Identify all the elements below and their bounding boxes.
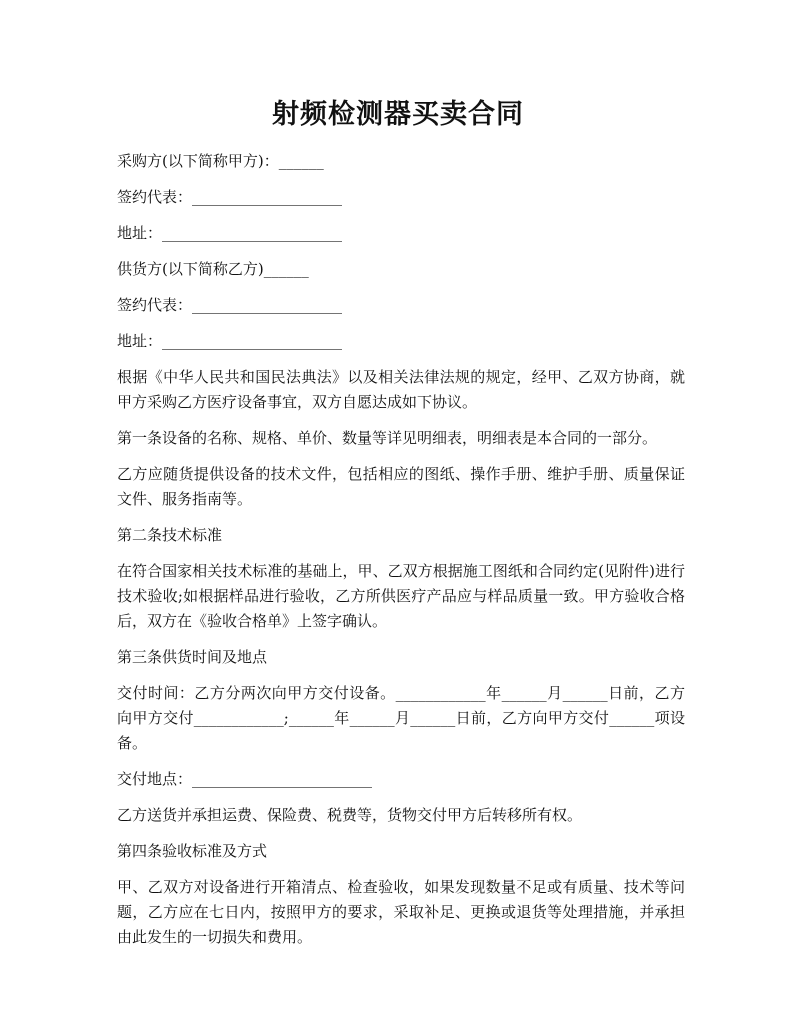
document-title: 射频检测器买卖合同	[272, 99, 524, 130]
purchaser-line: 采购方(以下简称甲方)：______	[117, 152, 324, 170]
delivery-time-paragraph: 交付时间：乙方分两次向甲方交付设备。____________年______月______日前，乙方向甲方交付____________;______年______月______日前，乙方向甲方交付______项设备。	[117, 684, 685, 752]
article-4-heading: 第四条验收标准及方式	[117, 842, 268, 860]
supplier-address-line: 地址：________________________	[117, 332, 343, 350]
supplier-line: 供货方(以下简称乙方)______	[117, 260, 309, 278]
technical-standard-paragraph: 在符合国家相关技术标准的基础上，甲、乙双方根据施工图纸和合同约定(见附件)进行技术验收;如根据样品进行验收，乙方所供医疗产品应与样品质量一致。甲方验收合格后，双方在《验收合格单》上签字确认。	[117, 562, 685, 630]
article-3-heading: 第三条供货时间及地点	[117, 648, 268, 666]
supplier-representative-line: 签约代表：____________________	[117, 296, 343, 314]
article-1-paragraph: 第一条设备的名称、规格、单价、数量等详见明细表，明细表是本合同的一部分。	[117, 429, 658, 447]
preamble-paragraph: 根据《中华人民共和国民法典法》以及相关法律法规的规定，经甲、乙双方协商，就甲方采购乙方医疗设备事宜，双方自愿达成如下协议。	[117, 368, 685, 411]
purchaser-representative-line: 签约代表：____________________	[117, 188, 343, 206]
purchaser-address-line: 地址：________________________	[117, 224, 343, 242]
technical-documents-paragraph: 乙方应随货提供设备的技术文件，包括相应的图纸、操作手册、维护手册、质量保证文件、服务指南等。	[117, 465, 685, 508]
document-body	[117, 149, 685, 961]
acceptance-paragraph: 甲、乙双方对设备进行开箱清点、检查验收，如果发现数量不足或有质量、技术等问题，乙方应在七日内，按照甲方的要求，采取补足、更换或退货等处理措施，并承担由此发生的一切损失和费用。	[117, 878, 685, 946]
shipping-cost-paragraph: 乙方送货并承担运费、保险费、税费等，货物交付甲方后转移所有权。	[117, 806, 583, 824]
article-2-heading: 第二条技术标准	[117, 526, 223, 544]
delivery-place-line: 交付地点：________________________	[117, 770, 373, 788]
